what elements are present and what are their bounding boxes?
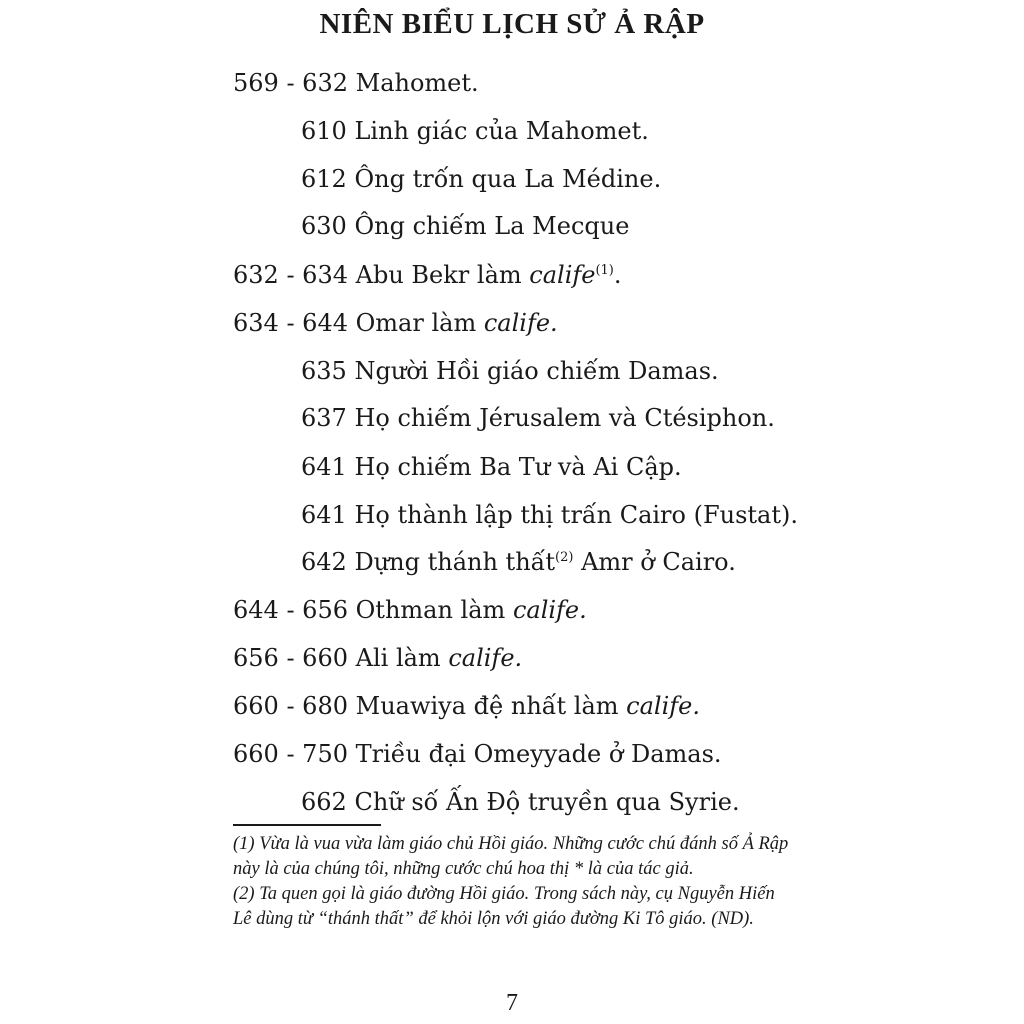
timeline-entry [233, 71, 479, 95]
entry-date: 569 - 632 [233, 69, 348, 97]
entry-text: Muawiya đệ nhất làm [355, 692, 619, 720]
entry-italic: calife. [512, 596, 587, 624]
entry-date: 660 - 680 [233, 692, 348, 720]
timeline-entry [233, 646, 522, 670]
entry-text: Ông chiếm La Mecque [354, 212, 630, 240]
entry-text: Dựng thánh thất [354, 548, 556, 576]
entry-italic: calife. [448, 644, 523, 672]
entry-text: Mahomet. [355, 69, 479, 97]
page-number: 7 [506, 990, 518, 1016]
timeline-entry [233, 598, 587, 622]
entry-date: 642 [301, 548, 347, 576]
footnote-ref: (2) [555, 550, 574, 565]
entry-text: Chữ số Ấn Độ truyền qua Syrie. [354, 788, 740, 816]
page-title: NIÊN BIỂU LỊCH SỬ Ả RẬP [319, 8, 705, 40]
entry-text: Abu Bekr làm [355, 261, 522, 289]
timeline-entry [301, 359, 719, 383]
entry-date: 641 [301, 453, 347, 481]
footnote-ref: (1) [595, 263, 614, 278]
timeline-entry [301, 455, 682, 479]
entry-after: Amr ở Cairo. [581, 548, 736, 576]
entry-date: 612 [301, 165, 347, 193]
entry-text: Omar làm [355, 309, 477, 337]
entry-date: 630 [301, 212, 347, 240]
timeline-entry [301, 790, 740, 814]
timeline-entry [233, 311, 558, 335]
entry-date: 632 - 634 [233, 261, 348, 289]
entry-text: Họ chiếm Ba Tư và Ai Cập. [354, 453, 682, 481]
entry-date: 662 [301, 788, 347, 816]
timeline-entry [233, 263, 622, 287]
entry-text: Triều đại Omeyyade ở Damas. [355, 740, 722, 768]
timeline-entry [301, 550, 736, 574]
timeline-entry [301, 214, 629, 238]
timeline-entry [233, 694, 700, 718]
timeline-entry [233, 742, 722, 766]
entry-text: Ông trốn qua La Médine. [354, 165, 662, 193]
entry-text: Người Hồi giáo chiếm Damas. [354, 357, 719, 385]
entry-date: 635 [301, 357, 347, 385]
entry-text: Ali làm [355, 644, 441, 672]
timeline-entry [301, 119, 649, 143]
entry-date: 660 - 750 [233, 740, 348, 768]
timeline-entry [301, 503, 798, 527]
entry-text: Họ thành lập thị trấn Cairo (Fustat). [354, 501, 798, 529]
entry-italic: calife. [483, 309, 558, 337]
entry-date: 641 [301, 501, 347, 529]
footnote: (2) Ta quen gọi là giáo đường Hồi giáo. Trong sách này, cụ Nguyễn Hiến Lê dùng từ “thánh thất” để khỏi lộn với giáo đường Ki Tô giáo. (ND). [233, 884, 775, 929]
entry-date: 644 - 656 [233, 596, 348, 624]
entry-date: 634 - 644 [233, 309, 348, 337]
entry-italic: calife. [626, 692, 700, 720]
entry-date: 610 [301, 117, 347, 145]
entry-date: 637 [301, 404, 347, 432]
entry-date: 656 - 660 [233, 644, 348, 672]
footnote-divider [233, 824, 381, 826]
entry-italic: calife [529, 261, 596, 289]
entry-text: Họ chiếm Jérusalem và Ctésiphon. [354, 404, 775, 432]
entry-after: . [613, 261, 622, 289]
timeline-entry [301, 167, 661, 191]
timeline-entry [301, 406, 775, 430]
entry-text: Othman làm [355, 596, 506, 624]
entry-text: Linh giác của Mahomet. [354, 117, 649, 145]
footnote: (1) Vừa là vua vừa làm giáo chủ Hồi giáo. Những cước chú đánh số Ả Rập này là của chúng tôi, những cước chú hoa thị * là của tác giả. [233, 834, 789, 879]
